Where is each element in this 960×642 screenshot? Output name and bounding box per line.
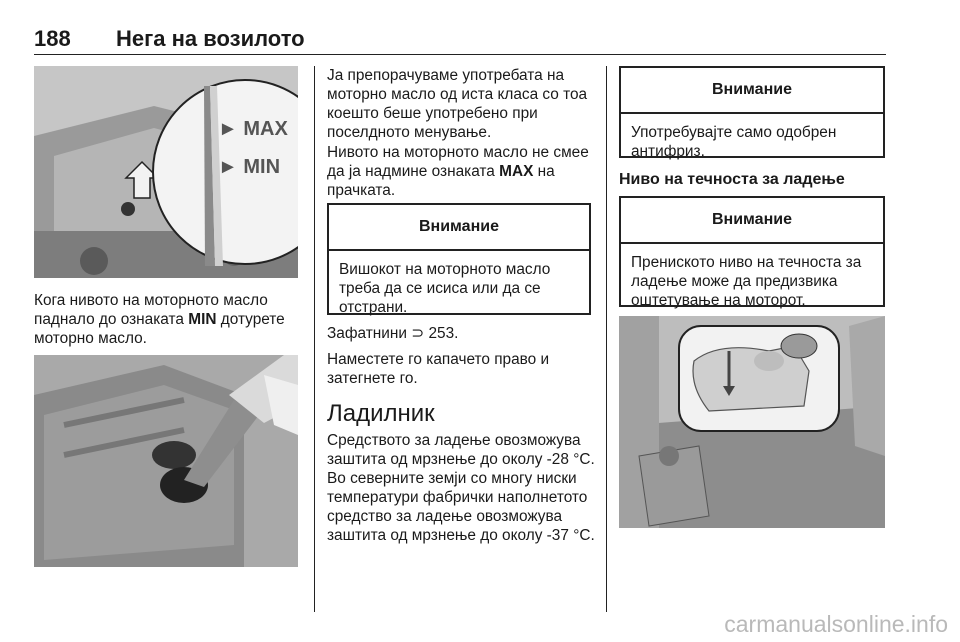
paragraph-recommend-oil: Ја препорачуваме употребата на моторно масло од иста класа со тоа коешто беше употребено при поселдното менување. xyxy=(327,67,588,141)
column-divider xyxy=(606,66,607,612)
column-divider xyxy=(314,66,315,612)
notice-body: Вишокот на моторното масло треба да се исиса или да се отстрани. xyxy=(339,261,551,316)
photo-coolant-reservoir xyxy=(619,316,885,528)
paragraph-capacities: Зафатнини ⊃ 253. xyxy=(327,325,459,342)
paragraph-refit-cap: Наместете го капачето право и затегнете го. xyxy=(327,351,550,387)
notice-box-antifreeze xyxy=(619,66,885,158)
coolant-reservoir-illustration xyxy=(619,316,885,528)
engine-oil-filling-illustration xyxy=(34,355,298,567)
photo-pouring-oil xyxy=(34,355,298,567)
section-heading-coolant-level: Ниво на течноста за ладење xyxy=(619,171,845,188)
photo-dipstick-engine xyxy=(34,66,298,278)
notice-body: Пренискoто ниво на течноста за ладење може да предизвика оштетување на моторот. xyxy=(631,254,862,309)
dipstick-min-label: ► MIN xyxy=(218,156,281,178)
notice-box-low-coolant xyxy=(619,196,885,307)
page-reference-arrow-icon: ⊃ xyxy=(411,325,425,342)
caption-add-oil: Кога нивото на моторното масло паднало до ознаката MIN дотурете моторно масло. xyxy=(34,292,285,347)
page-header xyxy=(34,24,886,55)
notice-title: Внимание xyxy=(621,68,883,114)
running-title: Нега на возилото xyxy=(116,26,305,51)
watermark: carmanualsonline.info xyxy=(724,611,948,637)
notice-title: Внимание xyxy=(621,198,883,244)
notice-box-excess-oil xyxy=(327,203,591,315)
dipstick-max-label: ► MAX xyxy=(218,118,288,140)
notice-title: Внимание xyxy=(329,205,589,251)
page-reference-link[interactable]: 253. xyxy=(424,325,459,342)
paragraph-max-level: Нивото на моторното масло не смее да ја надмине ознаката MAX на прачката. xyxy=(327,144,589,199)
section-heading-coolant: Ладилник xyxy=(327,400,435,427)
notice-body: Употребувајте само одобрен антифриз. xyxy=(631,124,837,160)
paragraph-coolant-protection: Средството за ладење овозможува заштита од мрзнење до околу -28 °C. Во северните земји со многу ниски температури фабрички наполнетото средство за ладење овозможува заштита од мрзнење до околу -37 °C. xyxy=(327,432,595,544)
page-number: 188 xyxy=(34,26,71,51)
